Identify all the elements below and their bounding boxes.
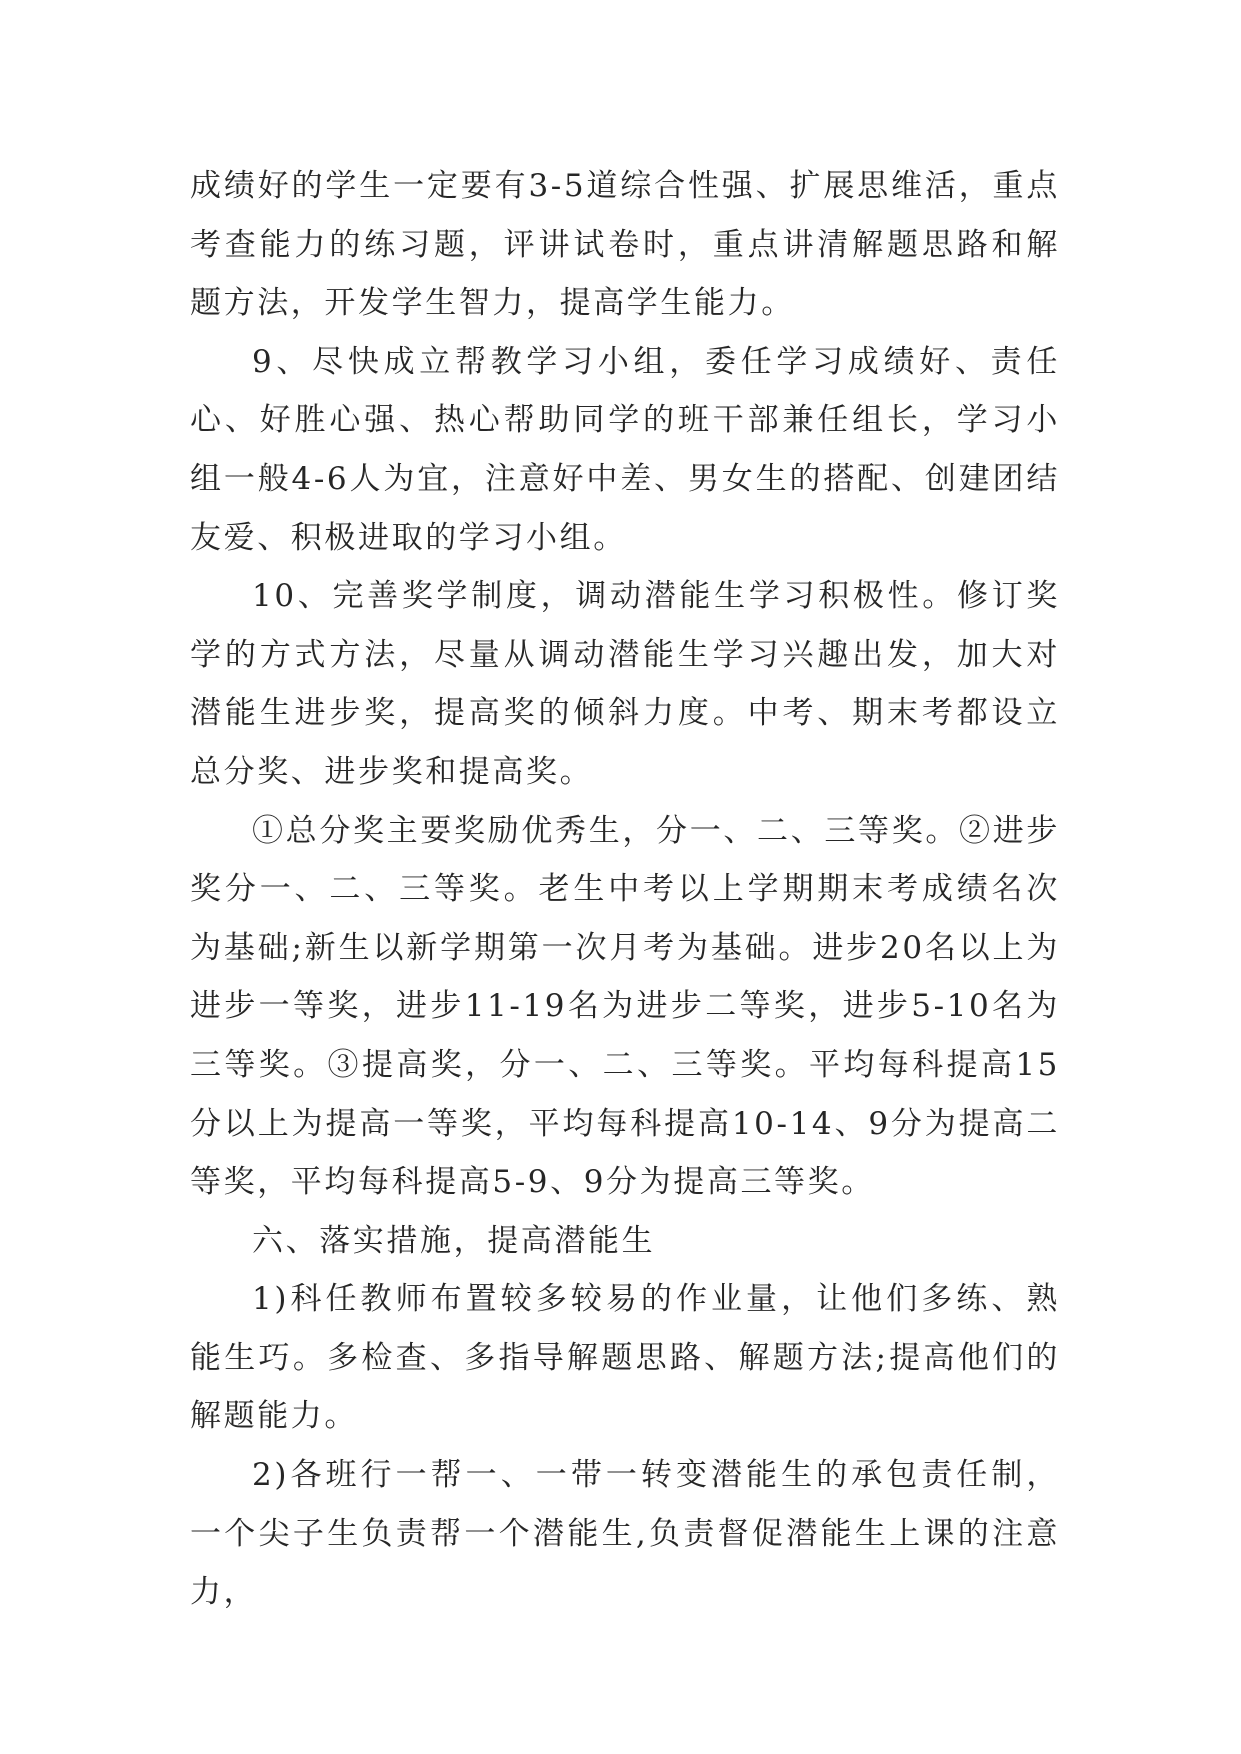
paragraph-award-details: ①总分奖主要奖励优秀生，分一、二、三等奖。②进步奖分一、二、三等奖。老生中考以上学期期末考成绩名次为基础;新生以新学期第一次月考为基础。进步20名以上为进步一等奖，进步11-19名为进步二等奖，进步5-10名为三等奖。③提高奖，分一、二、三等奖。平均每科提高15分以上为提高一等奖，平均每科提高10-14、9分为提高二等奖，平均每科提高5-9、9分为提高三等奖。	[190, 812, 1060, 1201]
paragraph-item-9: 9、尽快成立帮教学习小组，委任学习成绩好、责任心、好胜心强、热心帮助同学的班干部兼任组长，学习小组一般4-6人为宜，注意好中差、男女生的搭配、创建团结友爱、积极进取的学习小组。	[190, 343, 1060, 556]
paragraph-item-10: 10、完善奖学制度，调动潜能生学习积极性。修订奖学的方式方法，尽量从调动潜能生学习兴趣出发，加大对潜能生进步奖，提高奖的倾斜力度。中考、期末考都设立总分奖、进步奖和提高奖。	[190, 578, 1060, 790]
paragraph-continuation: 成绩好的学生一定要有3-5道综合性强、扩展思维活，重点考查能力的练习题，评讲试卷时，重点讲清解题思路和解题方法，开发学生智力，提高学生能力。	[190, 168, 1060, 322]
paragraph-measure-1: 1)科任教师布置较多较易的作业量，让他们多练、熟能生巧。多检查、多指导解题思路、解题方法;提高他们的解题能力。	[190, 1281, 1060, 1435]
paragraph-measure-2: 2)各班行一帮一、一带一转变潜能生的承包责任制，一个尖子生负责帮一个潜能生,负责督促潜能生上课的注意力，	[190, 1457, 1060, 1611]
document-body	[190, 157, 1060, 1622]
section-heading-six: 六、落实措施，提高潜能生	[252, 1222, 656, 1259]
